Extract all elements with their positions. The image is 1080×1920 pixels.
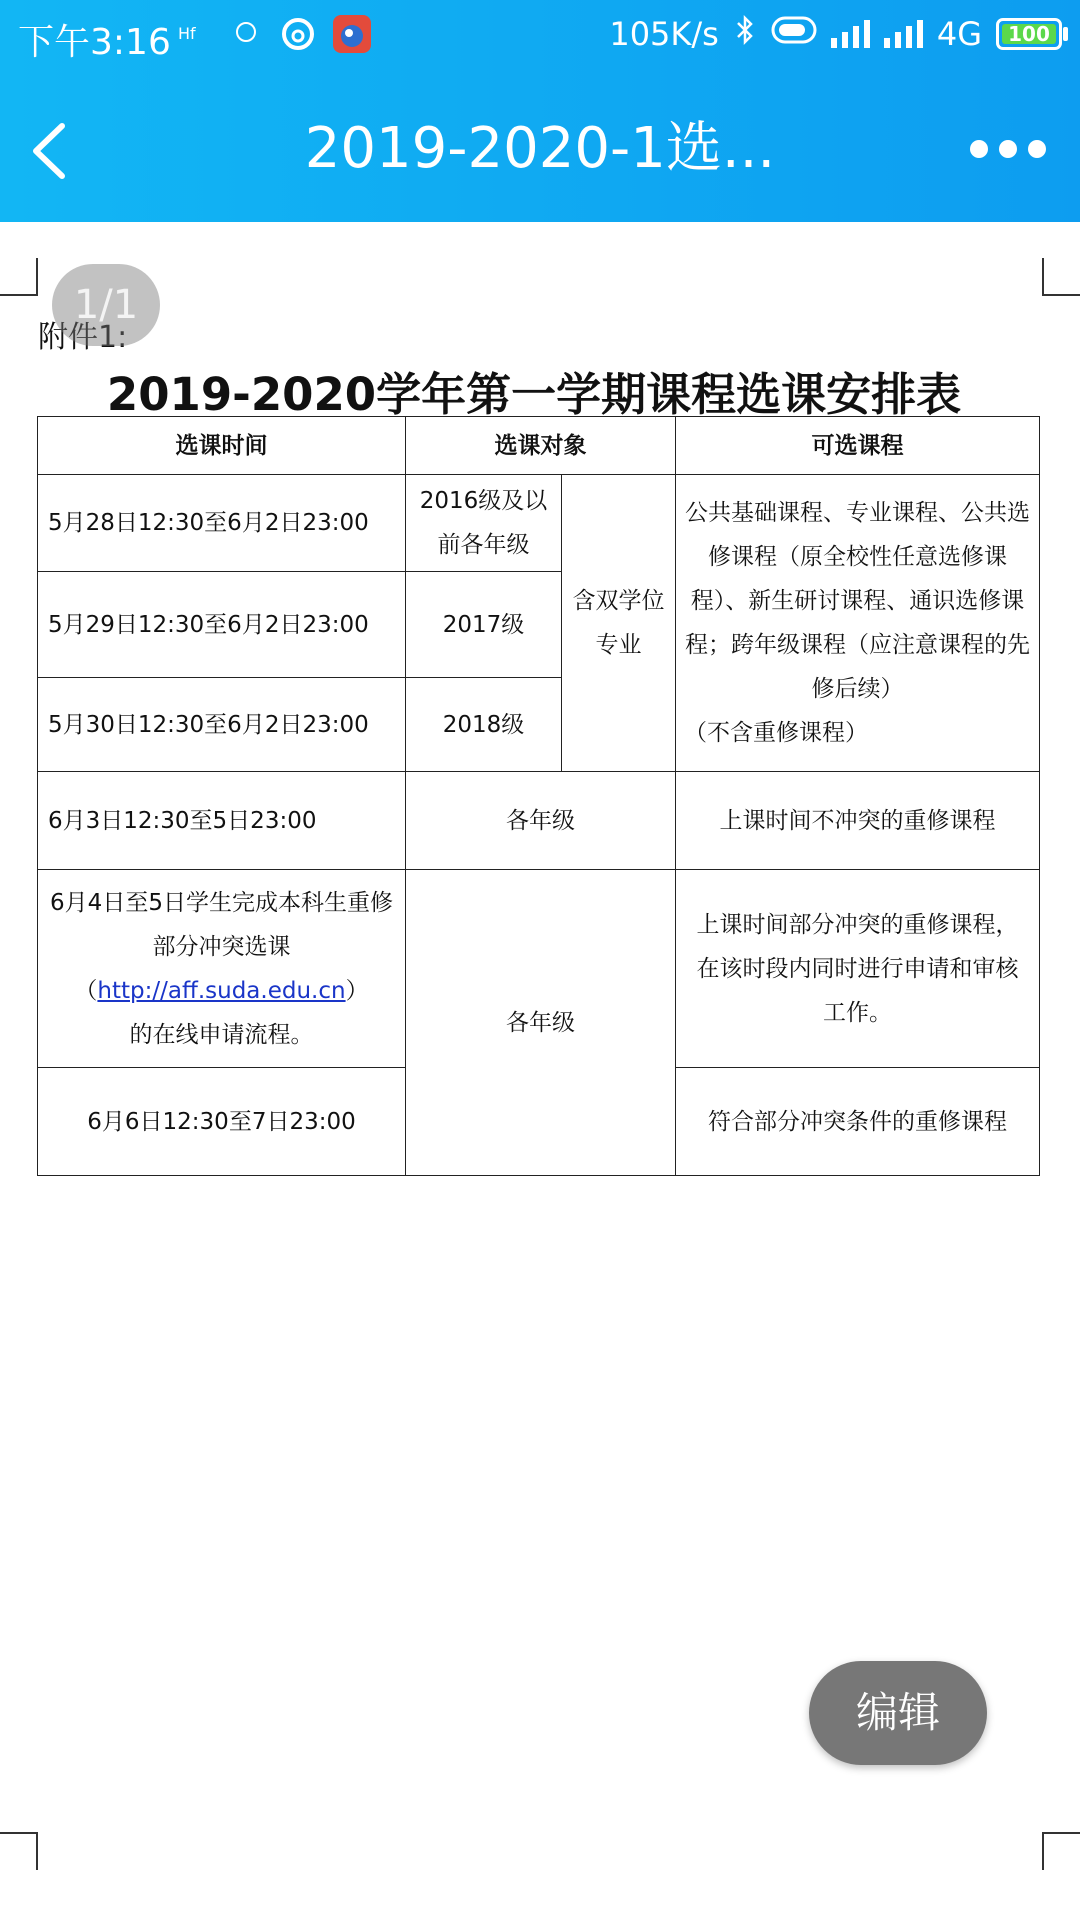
net-speed: 105K/s <box>609 15 719 53</box>
cell-time: 5月30日12:30至6月2日23:00 <box>38 678 406 772</box>
attachment-label: 附件1: <box>38 320 128 355</box>
page-title: 2019-2020-1选... <box>304 116 776 181</box>
network-type: 4G <box>936 15 982 53</box>
top-bar <box>0 0 1080 222</box>
table-header-row <box>38 417 1040 475</box>
cell-grade: 2018级 <box>406 678 562 772</box>
dot-icon <box>1028 140 1046 158</box>
netease-music-icon <box>280 16 316 56</box>
time-text-b: ） <box>345 977 369 1004</box>
courses-text: 公共基础课程、专业课程、公共选修课程（原全校性任意选修课程）、新生研讨课程、通识选修课程；跨年级课程（应注意课程的先修后续） <box>685 500 1030 702</box>
more-button[interactable] <box>970 134 1050 164</box>
status-time: 下午3:16 <box>18 22 171 63</box>
battery-icon <box>996 18 1070 50</box>
back-button[interactable] <box>22 116 82 186</box>
chevron-left-icon <box>22 116 82 186</box>
header-target: 选课对象 <box>406 417 676 475</box>
header-courses: 可选课程 <box>676 417 1040 475</box>
apply-link[interactable]: http://aff.suda.edu.cn <box>97 977 346 1004</box>
cell-time: 5月29日12:30至6月2日23:00 <box>38 572 406 678</box>
header-time: 选课时间 <box>38 417 406 475</box>
cell-time: 6月3日12:30至5日23:00 <box>38 772 406 870</box>
battery-level: 100 <box>1002 24 1056 44</box>
cell-time: 5月28日12:30至6月2日23:00 <box>38 475 406 572</box>
courses-note: （不含重修课程） <box>684 720 868 746</box>
nav-bar <box>0 76 1080 222</box>
bluetooth-icon <box>733 14 757 54</box>
crop-mark-top-right <box>1042 258 1080 296</box>
cell-courses <box>676 475 1040 772</box>
schedule-table <box>37 416 1040 1176</box>
cell-grade: 各年级 <box>406 772 676 870</box>
table-row <box>38 870 1040 1068</box>
signal-1-icon <box>831 20 870 48</box>
cell-courses: 上课时间部分冲突的重修课程，在该时段内同时进行申请和审核工作。 <box>676 870 1040 1068</box>
time-text-a: 6月4日至5日学生完成本科生重修部分冲突选课（ <box>50 889 393 1004</box>
table-row <box>38 475 1040 572</box>
time-text-c: 的在线申请流程。 <box>129 1021 314 1048</box>
page-indicator[interactable]: 1/1 <box>52 264 160 346</box>
crop-mark-top-left <box>0 258 38 296</box>
svg-text:Hf: Hf <box>178 24 196 43</box>
dot-icon <box>970 140 988 158</box>
status-right <box>609 14 1070 54</box>
hd-icon <box>176 18 204 50</box>
cell-courses: 上课时间不冲突的重修课程 <box>676 772 1040 870</box>
signal-2-icon <box>884 20 923 48</box>
cell-grade: 2017级 <box>406 572 562 678</box>
table-row <box>38 772 1040 870</box>
crop-mark-bottom-left <box>0 1832 38 1870</box>
cell-courses: 符合部分冲突条件的重修课程 <box>676 1068 1040 1176</box>
crop-mark-bottom-right <box>1042 1832 1080 1870</box>
cell-grade: 各年级 <box>406 870 676 1176</box>
document-title: 2019-2020学年第一学期课程选课安排表 <box>106 368 962 421</box>
cell-time <box>38 870 406 1068</box>
cell-time: 6月6日12:30至7日23:00 <box>38 1068 406 1176</box>
cell-dual-degree: 含双学位专业 <box>562 475 676 772</box>
dot-icon <box>999 140 1017 158</box>
cell-grade: 2016级及以前各年级 <box>406 475 562 572</box>
qq-icon <box>232 18 260 50</box>
app-notification-icon <box>332 14 372 58</box>
edit-button[interactable]: 编辑 <box>809 1661 987 1765</box>
status-bar <box>0 0 1080 76</box>
toggle-icon <box>771 15 817 53</box>
